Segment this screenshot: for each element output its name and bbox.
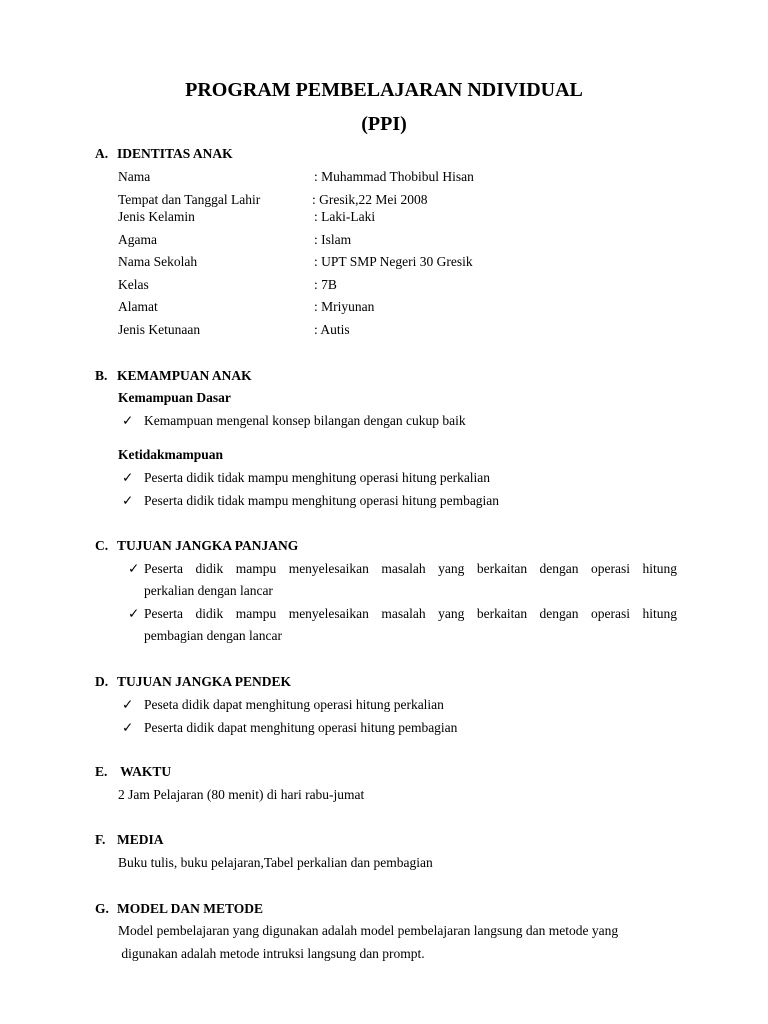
identity-label-jenis-kelamin: Jenis Kelamin xyxy=(118,209,195,224)
section-g-text-line2: digunakan adalah metode intruksi langsung dan prompt. xyxy=(118,946,425,961)
section-g-letter: G. xyxy=(95,901,109,916)
section-e-text: 2 Jam Pelajaran (80 menit) di hari rabu-jumat xyxy=(118,787,365,802)
identity-label-nama: Nama xyxy=(118,169,151,184)
check-icon: ✓ xyxy=(122,697,134,712)
list-item: Peserta didik mampu menyelesaikan masalah yang berkaitan dengan operasi hitung xyxy=(144,561,677,576)
list-item: Peserta didik tidak mampu menghitung operasi hitung perkalian xyxy=(144,470,491,485)
section-b-letter: B. xyxy=(95,368,108,383)
section-g-title: MODEL DAN METODE xyxy=(117,901,264,916)
identity-value-nama-sekolah: : UPT SMP Negeri 30 Gresik xyxy=(314,254,473,269)
section-c-letter: C. xyxy=(95,538,109,553)
check-icon: ✓ xyxy=(128,561,140,576)
identity-value-ttl: : Gresik,22 Mei 2008 xyxy=(312,192,428,207)
identity-value-kelas: : 7B xyxy=(314,277,337,292)
section-a-heading xyxy=(95,146,233,162)
subheading-ketidakmampuan: Ketidakmampuan xyxy=(118,447,224,462)
identity-label-kelas: Kelas xyxy=(118,277,149,292)
section-g-text-line1: Model pembelajaran yang digunakan adalah model pembelajaran langsung dan metode yang xyxy=(118,923,619,938)
section-c-heading xyxy=(95,538,298,554)
document-title: PROGRAM PEMBELAJARAN NDIVIDUAL xyxy=(185,79,583,101)
section-b-heading xyxy=(95,368,252,384)
list-item-continuation: perkalian dengan lancar xyxy=(144,583,273,598)
identity-value-alamat: : Mriyunan xyxy=(314,299,375,314)
check-icon: ✓ xyxy=(122,470,134,485)
check-icon: ✓ xyxy=(122,413,134,428)
identity-label-jenis-ketunaan: Jenis Ketunaan xyxy=(118,322,201,337)
section-a-title: IDENTITAS ANAK xyxy=(117,146,233,161)
list-item: Kemampuan mengenal konsep bilangan dengan cukup baik xyxy=(144,413,466,428)
section-d-letter: D. xyxy=(95,674,109,689)
list-item: Peseta didik dapat menghitung operasi hitung perkalian xyxy=(144,697,444,712)
section-d-heading xyxy=(95,674,291,690)
identity-value-jenis-ketunaan: : Autis xyxy=(314,322,350,337)
identity-label-agama: Agama xyxy=(118,232,157,247)
section-c-title: TUJUAN JANGKA PANJANG xyxy=(117,538,299,553)
document-subtitle: (PPI) xyxy=(361,113,407,135)
section-f-letter: F. xyxy=(95,832,106,847)
list-item: Peserta didik dapat menghitung operasi hitung pembagian xyxy=(144,720,458,735)
identity-label-nama-sekolah: Nama Sekolah xyxy=(118,254,198,269)
identity-label-ttl: Tempat dan Tanggal Lahir xyxy=(118,192,261,207)
section-f-text: Buku tulis, buku pelajaran,Tabel perkalian dan pembagian xyxy=(118,855,433,870)
identity-value-nama: : Muhammad Thobibul Hisan xyxy=(314,169,474,184)
list-item-continuation: pembagian dengan lancar xyxy=(144,628,282,643)
check-icon: ✓ xyxy=(122,493,134,508)
section-g-heading xyxy=(95,901,263,917)
section-b-title: KEMAMPUAN ANAK xyxy=(117,368,252,383)
list-item: Peserta didik mampu menyelesaikan masalah yang berkaitan dengan operasi hitung xyxy=(144,606,677,621)
section-d-title: TUJUAN JANGKA PENDEK xyxy=(117,674,292,689)
identity-value-jenis-kelamin: : Laki-Laki xyxy=(314,209,376,224)
section-a-letter: A. xyxy=(95,146,109,161)
subheading-kemampuan-dasar: Kemampuan Dasar xyxy=(118,390,231,405)
identity-label-alamat: Alamat xyxy=(118,299,158,314)
check-icon: ✓ xyxy=(122,720,134,735)
section-f-title: MEDIA xyxy=(117,832,164,847)
check-icon: ✓ xyxy=(128,606,140,621)
section-e-title: WAKTU xyxy=(117,764,172,779)
list-item: Peserta didik tidak mampu menghitung operasi hitung pembagian xyxy=(144,493,500,508)
identity-value-agama: : Islam xyxy=(314,232,352,247)
section-f-heading xyxy=(95,832,164,848)
section-e-letter: E. xyxy=(95,764,108,779)
section-e-heading xyxy=(95,764,171,780)
